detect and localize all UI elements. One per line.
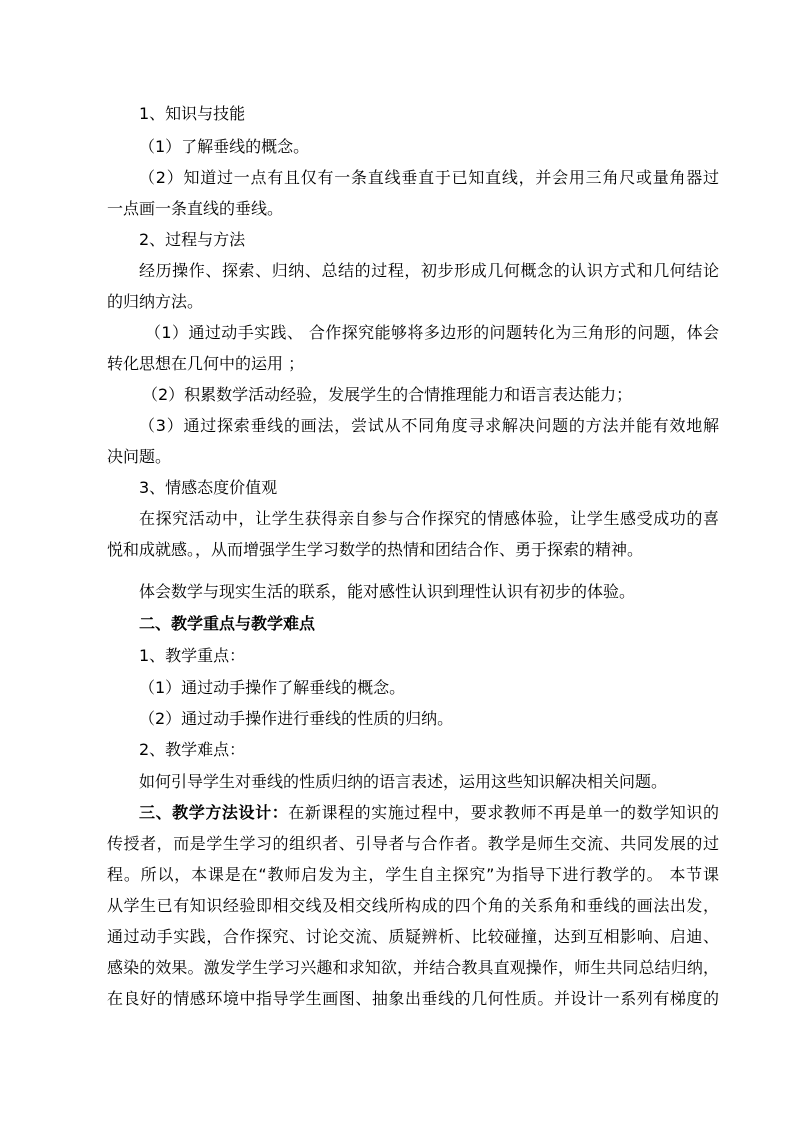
method-line-3: 程。所以，本课是在“教师启发为主，学生自主探究”为指导下进行教学的。 本节课 — [107, 865, 719, 884]
section-3-para-line-2: 悦和成就感。，从而增强学生学习数学的热情和团结合作、勇于探索的精神。 — [107, 540, 644, 559]
method-line-7: 在良好的情感环境中指导学生画图、抽象出垂线的几何性质。并设计一系列有梯度的 — [107, 989, 719, 1008]
heading-2: 二、教学重点与教学难点 — [139, 614, 316, 633]
difficulty-para: 如何引导学生对垂线的性质归纳的语言表述，运用这些知识解决相关问题。 — [139, 772, 668, 791]
section-2-item-1-line-2: 转化思想在几何中的运用 ； — [107, 354, 305, 373]
section-2-item-3-line-1: （3）通过探索垂线的画法，尝试从不同角度寻求解决问题的方法并能有效地解 — [139, 416, 719, 435]
section-2-para-line-1: 经历操作、探索、归纳、总结的过程，初步形成几何概念的认识方式和几何结论 — [139, 261, 719, 280]
key-points-title: 1、教学重点： — [139, 646, 246, 665]
section-1-title: 1、知识与技能 — [139, 104, 246, 123]
section-2-item-3-line-2: 决问题。 — [107, 447, 172, 466]
heading-3-line — [139, 803, 719, 823]
section-3-title: 3、情感态度价值观 — [139, 478, 278, 497]
section-2-item-2: （2）积累数学活动经验，发展学生的合情推理能力和语言表达能力； — [142, 385, 633, 404]
method-line-2: 传授者，而是学生学习的组织者、引导者与合作者。教学是师生交流、共同发展的过 — [107, 834, 719, 853]
section-1-item-2-line-2: 一点画一条直线的垂线。 — [107, 199, 284, 218]
section-2-title: 2、过程与方法 — [139, 230, 246, 249]
key-point-1: （1）通过动手操作了解垂线的概念。 — [139, 678, 406, 697]
key-point-2: （2）通过动手操作进行垂线的性质的归纳。 — [139, 709, 454, 728]
section-2-para-line-2: 的归纳方法。 — [107, 292, 204, 311]
method-line-5: 通过动手实践，合作探究、讨论交流、质疑辨析、比较碰撞，达到互相影响、启迪、 — [107, 927, 719, 946]
difficulty-title: 2、教学难点： — [139, 740, 246, 759]
method-line-1: 在新课程的实施过程中，要求教师不再是单一的数学知识的 — [288, 803, 719, 822]
section-1-item-2-line-1: （2）知道过一点有且仅有一条直线垂直于已知直线，并会用三角尺或量角器过 — [139, 168, 719, 187]
section-3-para-line-1: 在探究活动中，让学生获得亲自参与合作探究的情感体验，让学生感受成功的喜 — [139, 509, 719, 528]
method-line-6: 感染的效果。激发学生学习兴趣和求知欲，并结合教具直观操作，师生共同总结归纳， — [107, 958, 719, 977]
section-1-item-1: （1）了解垂线的概念。 — [139, 137, 310, 156]
section-3-para-2: 体会数学与现实生活的联系，能对感性认识到理性认识有初步的体验。 — [139, 582, 636, 601]
heading-3: 三、教学方法设计： — [139, 803, 289, 822]
method-line-4: 从学生已有知识经验即相交线及相交线所构成的四个角的关系角和垂线的画法出发， — [107, 896, 719, 915]
section-2-item-1-line-1: （1）通过动手实践、 合作探究能够将多边形的问题转化为三角形的问题，体会 — [145, 323, 719, 342]
